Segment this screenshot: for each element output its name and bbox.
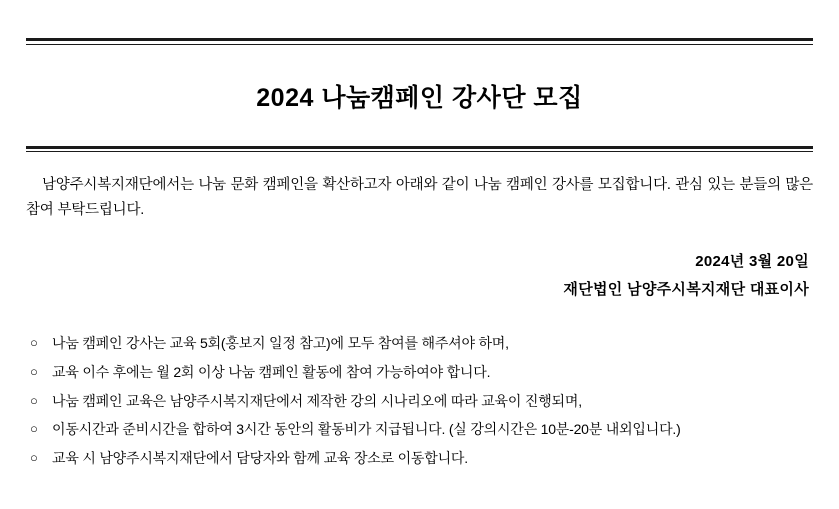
circle-bullet-icon: ○ [30,392,38,408]
circle-bullet-icon: ○ [30,450,38,465]
circle-bullet-icon: ○ [30,335,38,351]
title-divider [26,146,813,152]
list-item-label: 이동시간과 준비시간을 합하여 3시간 동안의 활동비가 지급됩니다. (실 강의시간은 10분-20분 내외입니다.) [52,421,681,438]
list-item-label: 교육 시 남양주시복지재단에서 담당자와 함께 교육 장소로 이동합니다. [52,450,468,466]
top-divider-gap [26,41,813,43]
intro-paragraph: 남양주시복지재단에서는 나눔 문화 캠페인을 확산하고자 아래와 같이 나눔 캠페인 강사를 모집합니다. 관심 있는 분들의 많은 참여 부탁드립니다. [26,177,813,219]
list-item [26,362,813,384]
signature-date: 2024년 3월 20일 [695,252,809,270]
title-divider-gap [26,149,813,151]
list-item-label: 나눔 캠페인 강사는 교육 5회(홍보지 일정 참고)에 모두 참여를 해주셔야 하며, [52,335,509,352]
list-item-label: 나눔 캠페인 교육은 남양주시복지재단에서 제작한 강의 시나리오에 따라 교육이 진행되며, [52,392,582,409]
page-title: 2024 나눔캠페인 강사단 모집 [256,84,583,112]
top-divider [26,38,813,45]
document-page [0,38,839,509]
list-item [26,448,813,470]
notice-list [26,333,813,469]
signature-organization: 재단법인 남양주시복지재단 대표이사 [563,280,809,298]
signature-block [26,248,813,304]
list-item [26,419,813,441]
list-item-label: 교육 이수 후에는 월 2회 이상 나눔 캠페인 활동에 참여 가능하여야 합니다. [52,363,491,380]
list-item [26,333,813,355]
circle-bullet-icon: ○ [30,363,38,379]
list-item [26,391,813,413]
circle-bullet-icon: ○ [30,421,38,437]
